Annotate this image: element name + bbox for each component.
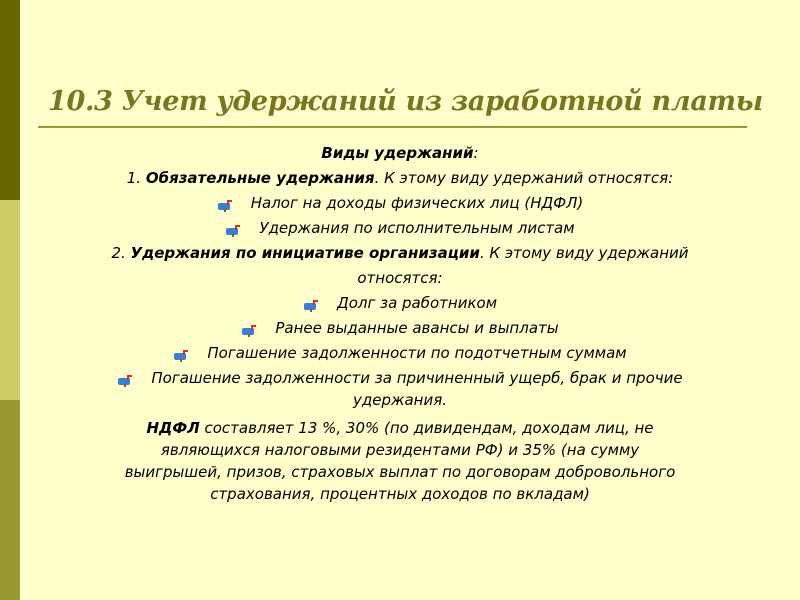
section1-tail: . К этому виду удержаний относятся:	[374, 169, 674, 187]
ndfl-note-line-1	[40, 417, 760, 439]
list-item	[40, 292, 760, 314]
section1-item-1: Налог на доходы физических лиц (НДФЛ)	[250, 194, 584, 212]
section2-heading-cont: относятся:	[357, 269, 443, 287]
mailbox-icon	[173, 346, 189, 358]
list-item	[40, 317, 760, 339]
section2-item-2: Ранее выданные авансы и выплаты	[275, 319, 559, 337]
slide-title: 10.3 Учет удержаний из заработной платы	[48, 86, 763, 117]
section2-item-4: Погашение задолженности за причиненный ущерб, брак и прочие	[151, 369, 683, 387]
ndfl-note-bold: НДФЛ	[146, 419, 200, 437]
mailbox-icon	[217, 196, 233, 208]
ndfl-note-line-4: страхования, процентных доходов по вкладам)	[210, 485, 590, 503]
section1-number: 1.	[126, 169, 142, 187]
section1-heading-line	[40, 167, 760, 189]
mailbox-icon	[117, 371, 133, 383]
section1-heading: Обязательные удержания	[145, 169, 375, 187]
mailbox-icon	[303, 296, 319, 308]
section2-item-4-cont: удержания.	[352, 391, 448, 409]
list-item	[40, 342, 760, 364]
ndfl-note-text-1: составляет 13 %, 30% (по дивидендам, доходам лиц, не	[199, 419, 654, 437]
section2-item-1: Долг за работником	[336, 294, 498, 312]
decor-strip-bottom	[0, 400, 20, 600]
ndfl-note-line-3: выигрышей, призов, страховых выплат по договорам добровольного	[124, 463, 676, 481]
decor-strip-top	[0, 0, 20, 200]
section2-tail: . К этому виду удержаний	[479, 244, 689, 262]
section2-heading: Удержания по инициативе организации	[130, 244, 480, 262]
subtitle-line	[40, 142, 760, 164]
ndfl-note-line-2: являющихся налоговыми резидентами РФ) и 35% (на сумму	[160, 441, 640, 459]
decor-strip-middle	[0, 200, 20, 400]
section2-heading-line	[40, 242, 760, 264]
section1-item-2: Удержания по исполнительным листам	[259, 219, 575, 237]
ndfl-note	[40, 417, 760, 505]
list-item	[40, 217, 760, 239]
list-item	[40, 367, 760, 389]
mailbox-icon	[225, 221, 241, 233]
slide-body	[40, 142, 760, 505]
subtitle-colon: :	[473, 144, 479, 162]
subtitle: Виды удержаний	[321, 144, 474, 162]
section2-item-3: Погашение задолженности по подотчетным суммам	[207, 344, 627, 362]
section2-number: 2.	[111, 244, 126, 262]
mailbox-icon	[241, 321, 257, 333]
list-item	[40, 192, 760, 214]
title-divider	[38, 126, 747, 128]
